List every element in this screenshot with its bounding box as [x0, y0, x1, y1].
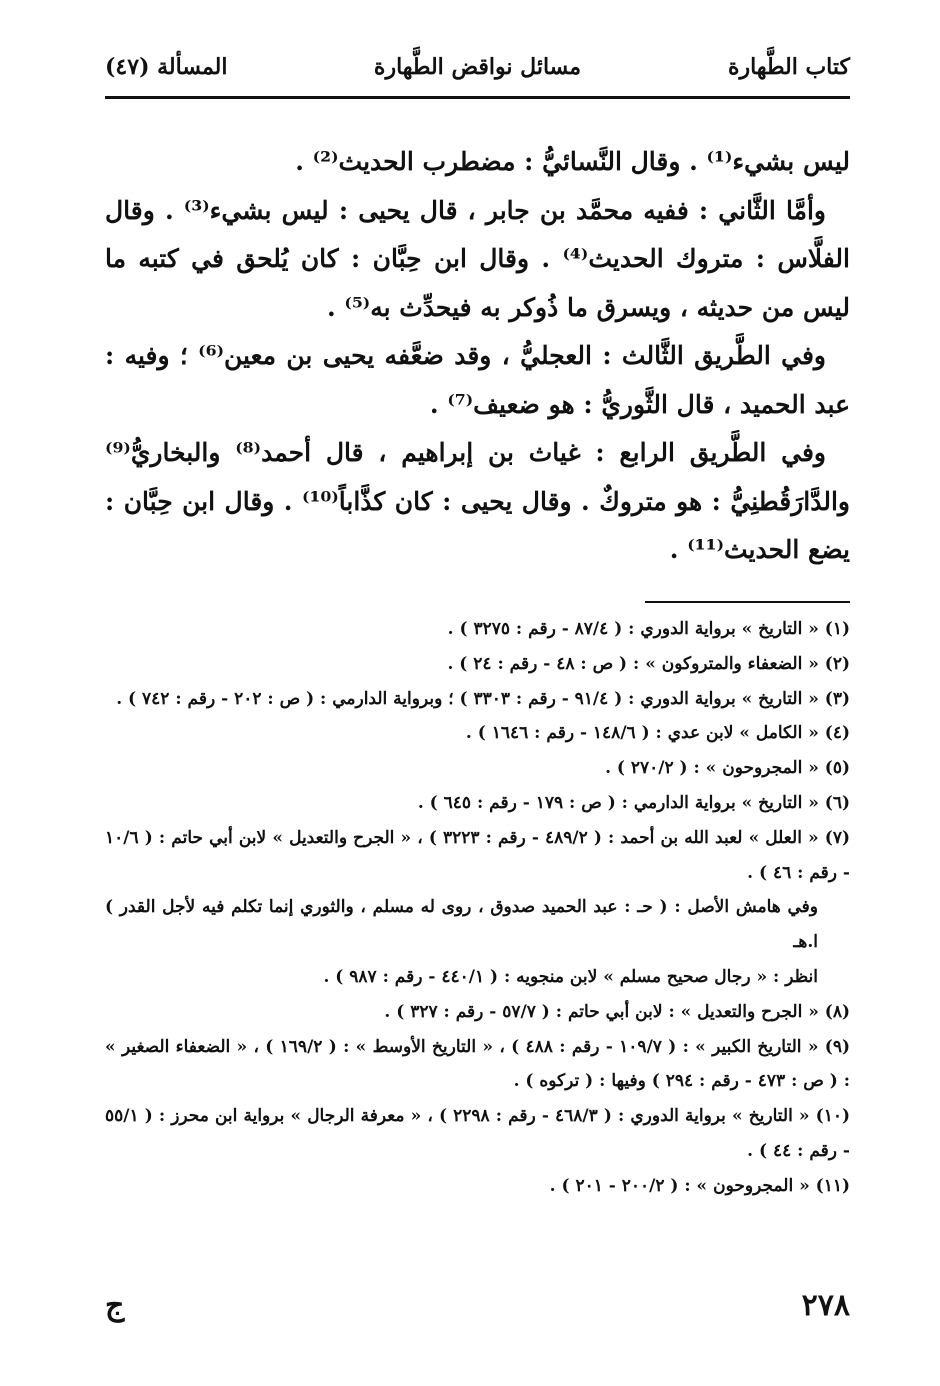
page-footer	[105, 1288, 850, 1338]
footnote-item: انظر : « رجال صحيح مسلم » لابن منجويه : ( ٤٤٠/١ - رقم : ٩٨٧ ) .	[323, 966, 818, 987]
footnote-item: (٤) « الكامل » لابن عدي : ( ١٤٨/٦ - رقم : ١٦٤٦ ) .	[465, 723, 850, 744]
footnote-item: (٥) « المجروحون » : ( ٢٧٠/٢ ) .	[605, 758, 850, 779]
signature-mark: ج	[105, 1288, 125, 1323]
footnote-separator	[645, 601, 850, 603]
footnote-item: (٢) « الضعفاء والمتروكون » : ( ص : ٤٨ - رقم : ٢٤ ) .	[447, 653, 850, 674]
footnote-item: (١١) « المجروحون » : ( ٢٠٠/٢ - ٢٠١ ) .	[549, 1175, 850, 1196]
main-text	[105, 138, 850, 575]
header-book-title: كتاب الطَّهارة	[727, 54, 850, 80]
footnote-item: (٦) « التاريخ » برواية الدارمي : ( ص : ١٧٩ - رقم : ٦٤٥ ) .	[417, 792, 850, 813]
paragraph: وأمَّا الثَّاني : ففيه محمَّد بن جابر ، قال يحيى : ليس بشيء⁽³⁾ . وقال الفلَّاس : متروك الحديث⁽⁴⁾ . وقال ابن حِبَّان : كان يُلحق في كتبه ما ليس من حديثه ، ويسرق ما ذُوكر به فيحدِّث به⁽⁵⁾ .	[105, 195, 850, 322]
header-issue-number: المسألة (٤٧)	[105, 54, 228, 80]
page-number: ٢٧٨	[801, 1288, 850, 1323]
header-chapter-title: مسائل نواقض الطَّهارة	[373, 54, 582, 80]
footnote-item: وفي هامش الأصل : ( حـ : عبد الحميد صدوق ، روى له مسلم ، والثوري إنما تكلم فيه لأجل القدر ) ا.هـ	[105, 897, 818, 953]
footnote-item: (١) « التاريخ » برواية الدوري : ( ٨٧/٤ - رقم : ٣٢٧٥ ) .	[447, 619, 850, 639]
running-header	[105, 48, 850, 92]
footnote-item: (٩) « التاريخ الكبير » : ( ١٠٩/٧ - رقم : ٤٨٨ ) ، « التاريخ الأوسط » : ( ١٦٩/٢ ) ، « الضعفاء الصغير » : ( ص : ٤٧٣ - رقم : ٢٩٤ ) وفيها : ( تركوه ) .	[105, 1036, 850, 1092]
header-rule	[105, 96, 850, 99]
footnote-item: (١٠) « التاريخ » برواية الدوري : ( ٤٦٨/٣ - رقم : ٢٢٩٨ ) ، « معرفة الرجال » برواية ابن محرز : ( ٥٥/١ - رقم : ٤٤ ) .	[105, 1106, 851, 1161]
footnote-item: (٨) « الجرح والتعديل » : لابن أبي حاتم : ( ٥٧/٧ - رقم : ٣٢٧ ) .	[384, 1001, 850, 1022]
footnote-item: (٣) « التاريخ » برواية الدوري : ( ٩١/٤ - رقم : ٣٣٠٣ ) ؛ وبرواية الدارمي : ( ص : ٢٠٢ - رقم : ٧٤٢ ) .	[116, 688, 850, 709]
footnotes	[105, 612, 850, 1204]
paragraph: ليس بشيء⁽¹⁾ . وقال النَّسائيُّ : مضطرب الحديث⁽²⁾ .	[295, 147, 850, 176]
footnote-item: (٧) « العلل » لعبد الله بن أحمد : ( ٤٨٩/٢ - رقم : ٣٢٢٣ ) ، « الجرح والتعديل » لابن أبي حاتم : ( ١٠/٦ - رقم : ٤٦ ) .	[105, 827, 850, 883]
paragraph: وفي الطَّريق الثَّالث : العجليُّ ، وقد ضعَّفه يحيى بن معين⁽⁶⁾ ؛ وفيه : عبد الحميد ، قال الثَّوريُّ : هو ضعيف⁽⁷⁾ .	[105, 341, 850, 419]
paragraph: وفي الطَّريق الرابع : غياث بن إبراهيم ، قال أحمد⁽⁸⁾ والبخاريُّ⁽⁹⁾ والدَّارَقُطنِيُّ : هو متروكٌ . وقال يحيى : كان كذَّاباً⁽¹⁰⁾ . وقال ابن حِبَّان : يضع الحديث⁽¹¹⁾ .	[105, 438, 850, 564]
